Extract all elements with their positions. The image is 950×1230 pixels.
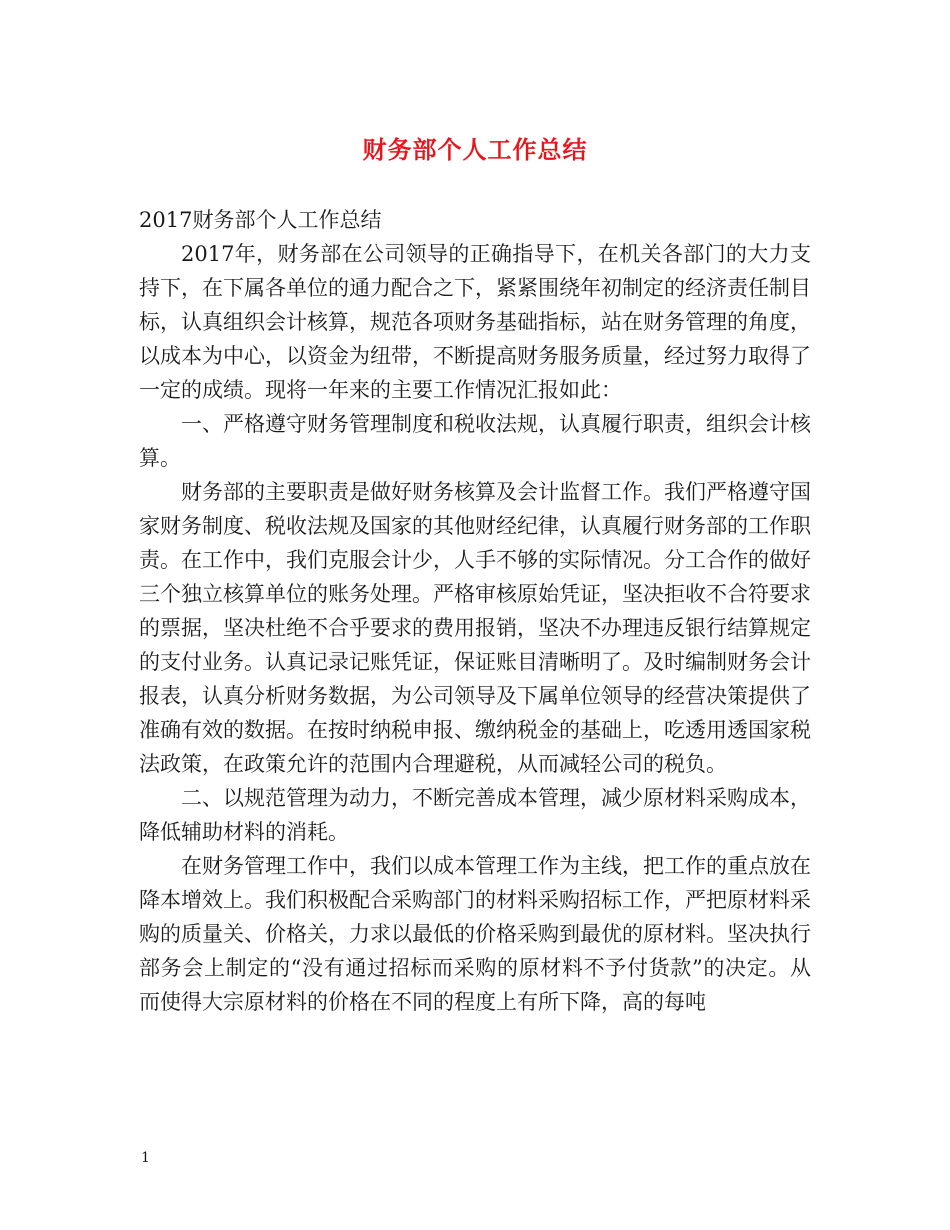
- section-heading-2: 二、以规范管理为动力，不断完善成本管理，减少原材料采购成本，降低辅助材料的消耗。: [139, 786, 811, 844]
- section-heading-1: 一、严格遵守财务管理制度和税收法规，认真履行职责，组织会计核算。: [139, 412, 811, 470]
- document-title: 财务部个人工作总结: [362, 135, 588, 164]
- page-number: 1: [141, 1150, 150, 1166]
- document-body: [139, 203, 811, 1019]
- paragraph-section-1: 财务部的主要职责是做好财务核算及会计监督工作。我们严格遵守国家财务制度、税收法规及国家的其他财经纪律，认真履行财务部的工作职责。在工作中，我们克服会计少，人手不够的实际情况。分工合作的做好三个独立核算单位的账务处理。严格审核原始凭证，坚决拒收不合符要求的票据，坚决杜绝不合乎要求的费用报销，坚决不办理违反银行结算规定的支付业务。认真记录记账凭证，保证账目清晰明了。及时编制财务会计报表，认真分析财务数据，为公司领导及下属单位领导的经营决策提供了准确有效的数据。在按时纳税申报、缴纳税金的基础上，吃透用透国家税法政策，在政策允许的范围内合理避税，从而减轻公司的税负。: [139, 480, 811, 776]
- paragraph-section-2: 在财务管理工作中，我们以成本管理工作为主线，把工作的重点放在降本增效上。我们积极配合采购部门的材料采购招标工作，严把原材料采购的质量关、价格关，力求以最低的价格采购到最优的原材料。坚决执行部务会上制定的“没有通过招标而采购的原材料不予付货款”的决定。从而使得大宗原材料的价格在不同的程度上有所下降，高的每吨: [139, 854, 811, 1014]
- document-subtitle: 2017财务部个人工作总结: [139, 208, 382, 232]
- paragraph-intro: 2017年，财务部在公司领导的正确指导下，在机关各部门的大力支持下，在下属各单位的通力配合之下，紧紧围绕年初制定的经济责任制目标，认真组织会计核算，规范各项财务基础指标，站在财务管理的角度，以成本为中心，以资金为纽带，不断提高财务服务质量，经过努力取得了一定的成绩。现将一年来的主要工作情况汇报如此：: [139, 242, 811, 402]
